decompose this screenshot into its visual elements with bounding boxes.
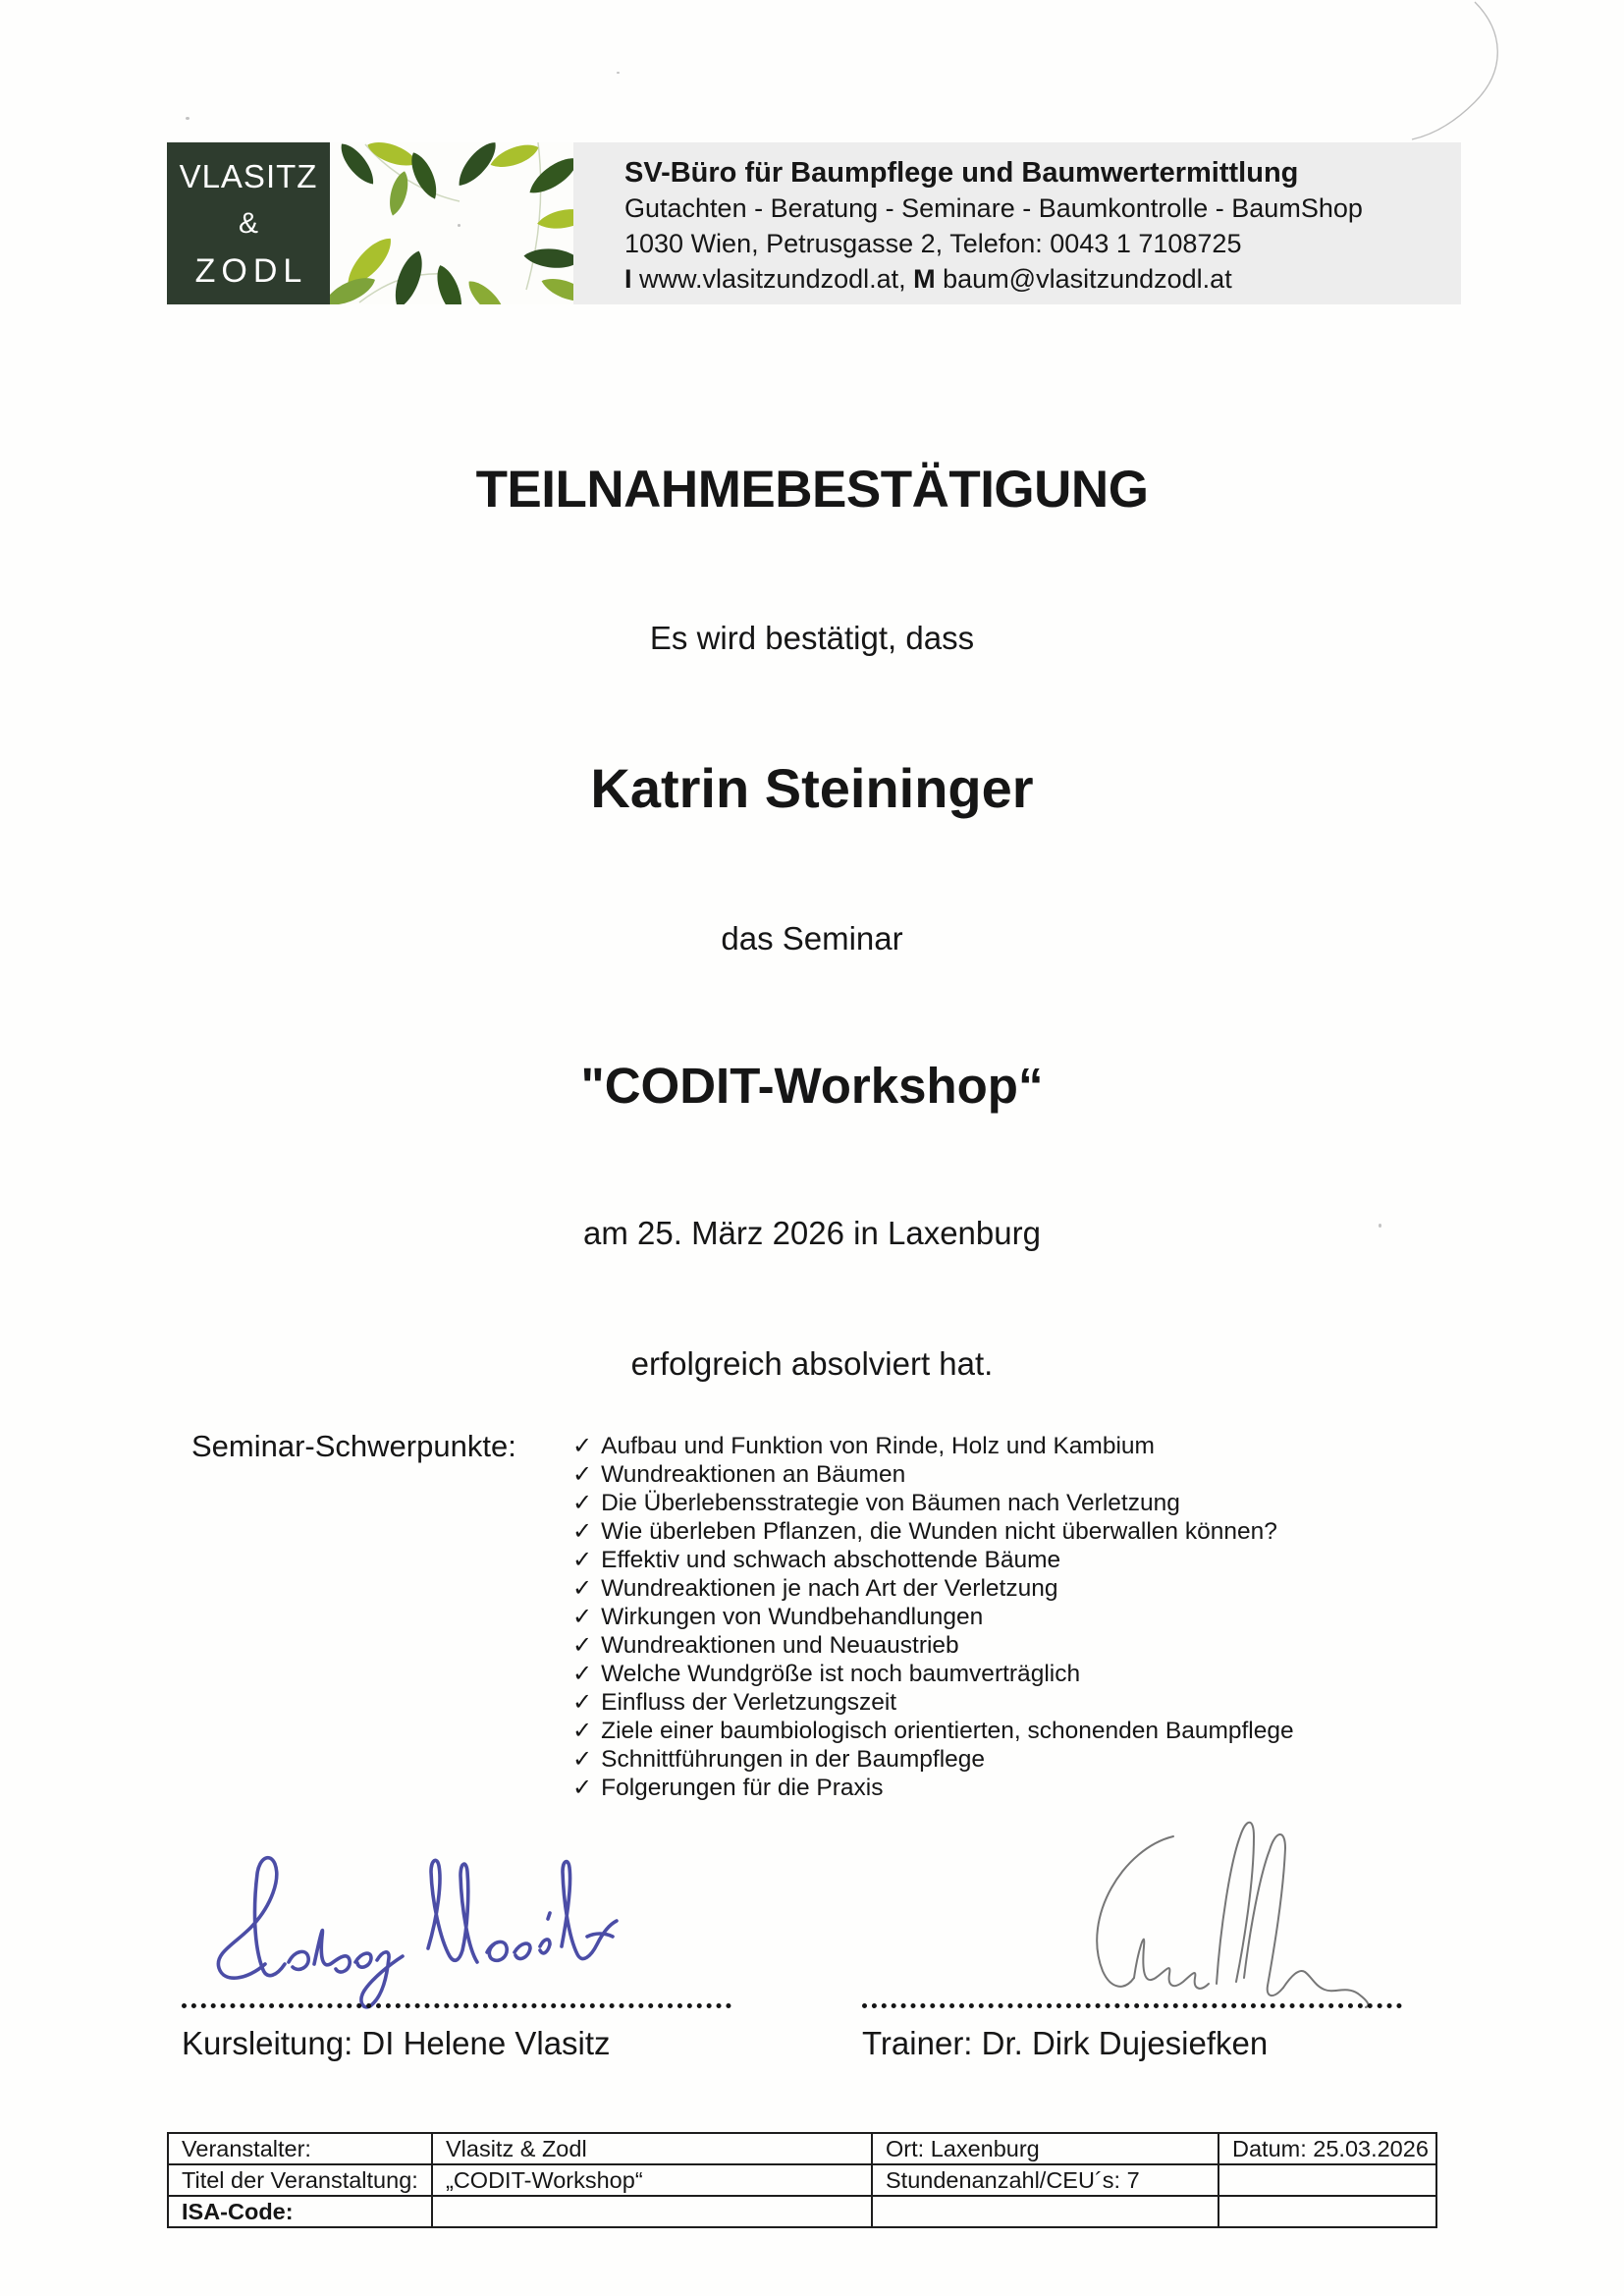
topic-text: Ziele einer baumbiologisch orientierten, schonenden Baumpflege (601, 1718, 1294, 1744)
check-icon: ✓ (572, 1689, 593, 1716)
check-icon: ✓ (572, 1661, 593, 1687)
topic-text: Wirkungen von Wundbehandlungen (601, 1604, 984, 1630)
scan-artifact-curve (1355, 0, 1610, 167)
topics-label: Seminar-Schwerpunkte: (191, 1429, 516, 1463)
topic-text: Schnittführungen in der Baumpflege (601, 1746, 986, 1773)
topic-item (572, 1631, 1294, 1660)
topic-item (572, 1745, 1294, 1774)
table-cell (872, 2196, 1218, 2227)
table-cell: Stundenanzahl/CEU´s: 7 (872, 2164, 1218, 2196)
topic-item (572, 1546, 1294, 1574)
intro-text: Es wird bestätigt, dass (649, 620, 975, 656)
company-website: www.vlasitzundzodl.at, (631, 264, 914, 294)
company-logo (167, 142, 330, 304)
leaf-image (330, 142, 573, 304)
web-label: I (624, 264, 632, 294)
trainer-label: Trainer: Dr. Dirk Dujesiefken (862, 2025, 1269, 2061)
topic-text: Wundreaktionen an Bäumen (601, 1461, 906, 1488)
topic-text: Wundreaktionen und Neuaustrieb (601, 1632, 959, 1659)
check-icon: ✓ (572, 1461, 593, 1488)
table-cell (432, 2196, 872, 2227)
topic-item (572, 1688, 1294, 1717)
mail-label: M (913, 264, 936, 294)
topic-item (572, 1517, 1294, 1546)
signature-trainer (1016, 1809, 1419, 2054)
topic-item (572, 1432, 1294, 1460)
letterhead (167, 142, 1461, 304)
scan-speck (186, 117, 189, 120)
table-cell: ISA-Code: (168, 2196, 432, 2227)
check-icon: ✓ (572, 1632, 593, 1659)
topic-text: Folgerungen für die Praxis (601, 1775, 884, 1801)
certificate-title: TEILNAHMEBESTÄTIGUNG (475, 461, 1149, 519)
check-icon: ✓ (572, 1518, 593, 1545)
company-address: 1030 Wien, Petrusgasse 2, Telefon: 0043 1 7108725 (624, 229, 1242, 258)
table-cell (1218, 2196, 1436, 2227)
company-info (573, 142, 1461, 304)
check-icon: ✓ (572, 1490, 593, 1516)
table-cell: „CODIT-Workshop“ (432, 2164, 872, 2196)
table-cell (1218, 2164, 1436, 2196)
check-icon: ✓ (572, 1775, 593, 1801)
topic-item (572, 1717, 1294, 1745)
topic-text: Aufbau und Funktion von Rinde, Holz und Kambium (601, 1433, 1155, 1459)
logo-text-zodl: ZODL (194, 252, 308, 290)
company-name: SV-Büro für Baumpflege und Baumwertermittlung (624, 157, 1299, 189)
company-services: Gutachten - Beratung - Seminare - Baumkontrolle - BaumShop (624, 193, 1363, 223)
seminar-label: das Seminar (721, 920, 903, 957)
completion-text: erfolgreich absolviert hat. (630, 1345, 994, 1382)
topic-text: Einfluss der Verletzungszeit (601, 1689, 897, 1716)
topics-list (572, 1432, 1294, 1802)
signature-kursleitung (196, 1854, 658, 2026)
topic-text: Welche Wundgröße ist noch baumverträglich (601, 1661, 1081, 1687)
table-row (168, 2133, 1436, 2164)
seminar-title: "CODIT-Workshop“ (580, 1058, 1044, 1114)
topic-text: Wundreaktionen je nach Art der Verletzung (601, 1575, 1058, 1602)
scan-speck (458, 224, 460, 227)
topic-item (572, 1774, 1294, 1802)
topic-item (572, 1574, 1294, 1603)
signature-line-left (182, 2003, 731, 2008)
table-cell: Veranstalter: (168, 2133, 432, 2164)
table-row (168, 2196, 1436, 2227)
check-icon: ✓ (572, 1718, 593, 1744)
check-icon: ✓ (572, 1604, 593, 1630)
check-icon: ✓ (572, 1433, 593, 1459)
topic-item (572, 1489, 1294, 1517)
check-icon: ✓ (572, 1746, 593, 1773)
topic-text: Effektiv und schwach abschottende Bäume (601, 1547, 1061, 1573)
table-cell: Ort: Laxenburg (872, 2133, 1218, 2164)
logo-text-vlasitz: VLASITZ (179, 158, 318, 194)
participant-name: Katrin Steininger (590, 757, 1034, 819)
table-cell: Titel der Veranstaltung: (168, 2164, 432, 2196)
scan-speck (617, 72, 620, 74)
logo-ampersand: & (238, 207, 258, 240)
topic-item (572, 1660, 1294, 1688)
kursleitung-label: Kursleitung: DI Helene Vlasitz (182, 2025, 611, 2061)
topic-text: Wie überleben Pflanzen, die Wunden nicht überwallen können? (601, 1518, 1277, 1545)
table-cell: Datum: 25.03.2026 (1218, 2133, 1436, 2164)
topic-item (572, 1603, 1294, 1631)
check-icon: ✓ (572, 1575, 593, 1602)
company-contact (624, 261, 1461, 297)
event-details-table-body (168, 2133, 1436, 2227)
signature-line-right (862, 2003, 1402, 2008)
company-email: baum@vlasitzundzodl.at (935, 264, 1232, 294)
event-details-table (167, 2132, 1437, 2228)
date-location: am 25. März 2026 in Laxenburg (583, 1215, 1041, 1251)
topic-item (572, 1460, 1294, 1489)
table-row (168, 2164, 1436, 2196)
topic-text: Die Überlebensstrategie von Bäumen nach Verletzung (601, 1490, 1180, 1516)
table-cell: Vlasitz & Zodl (432, 2133, 872, 2164)
leaves-icon (330, 142, 573, 304)
check-icon: ✓ (572, 1547, 593, 1573)
